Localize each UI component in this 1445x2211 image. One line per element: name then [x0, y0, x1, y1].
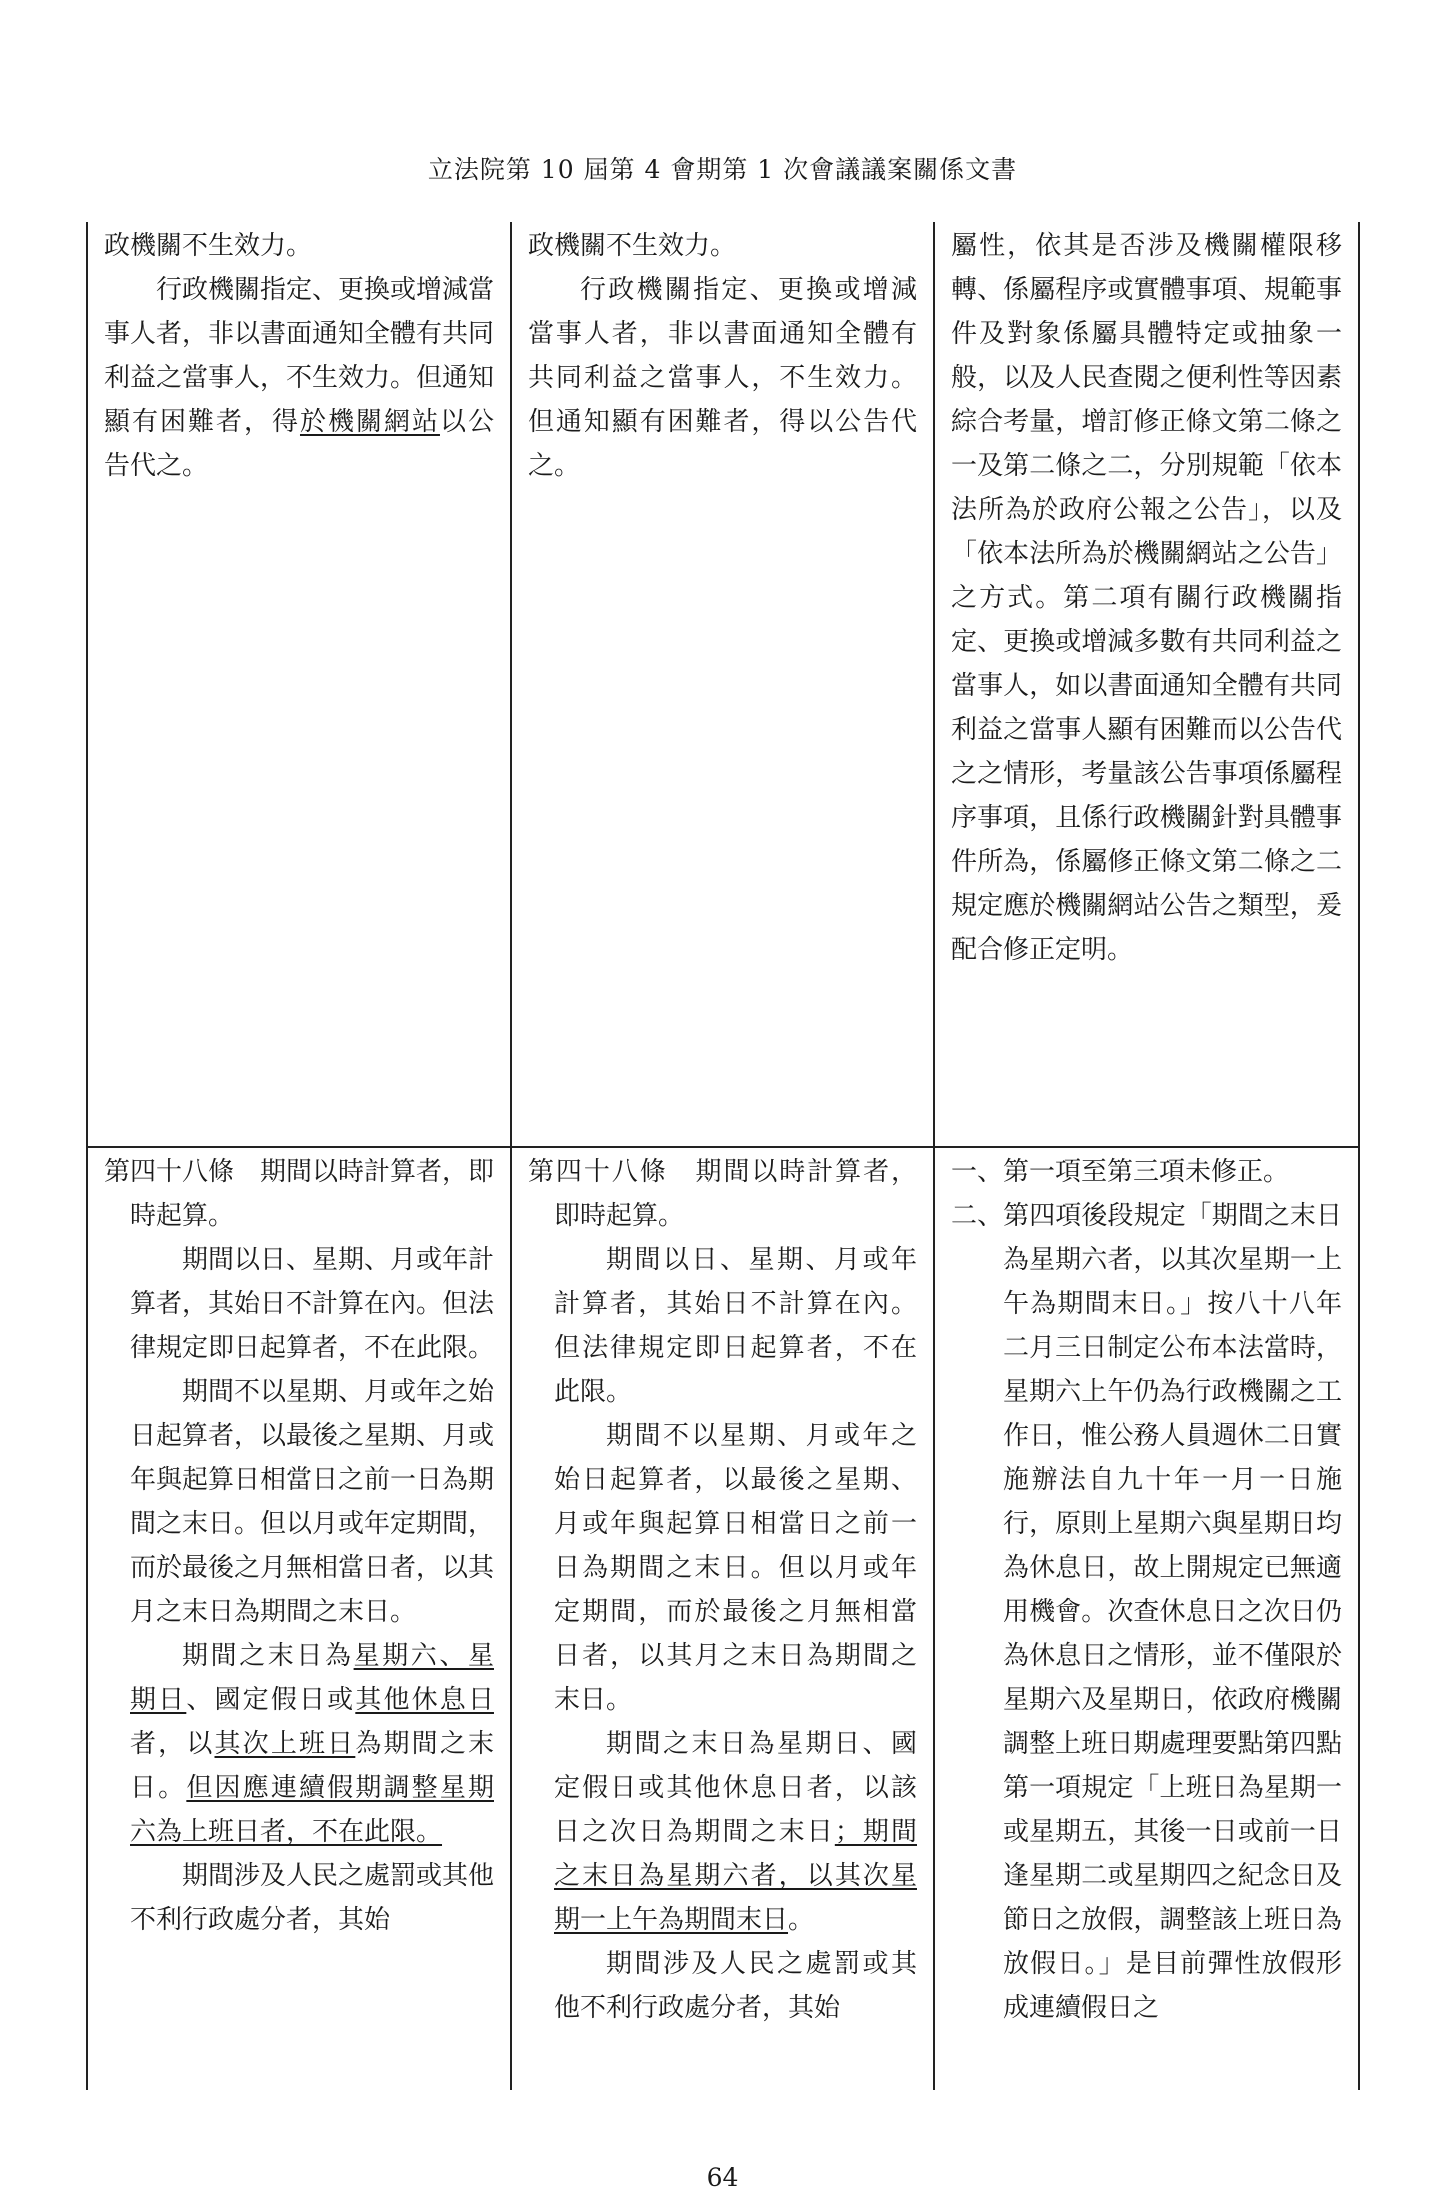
underlined-amendment: 於機關網站 — [299, 407, 440, 437]
text-paragraph — [104, 268, 494, 488]
current-text-cell — [511, 222, 934, 1147]
explanation-paragraph: 屬性，依其是否涉及機關權限移轉、係屬程序或實體事項、規範事件及對象係屬具體特定或抽象一般，以及人民查閱之便利性等因素綜合考量，增訂修正條文第二條之一及第二條之二，分別規範「依本法所為於政府公報之公告」，以及「依本法所為於機關網站之公告」之方式。第二項有關行政機關指定、更換或增減多數有共同利益之當事人，如以書面通知全體有共同利益之當事人顯有困難而以公告代之之情形，考量該公告事項係屬程序事項，且係行政機關針對具體事件所為，係屬修正條文第二條之二規定應於機關網站公告之類型，爰配合修正定明。 — [951, 231, 1342, 965]
text-run: 。 — [788, 1905, 815, 1935]
underlined-amendment: 其次上班日 — [214, 1729, 356, 1759]
comparison-table — [86, 222, 1360, 2090]
text-run: 期間之末日為星期日、國定假日或其他休息日者，以該日之次日為期間之末日 — [554, 1729, 917, 1847]
proposed-text-cell — [87, 222, 511, 1147]
explanation-item: 一、第一項至第三項未修正。 — [951, 1157, 1290, 1187]
text-paragraph: 期間涉及人民之處罰或其他不利行政處分者，其始 — [130, 1861, 495, 1935]
explanation-item: 二、第四項後段規定「期間之末日為星期六者，以其次星期一上午為期間末日。」按八十八年二月三日制定公布本法當時，星期六上午仍為行政機關之工作日，惟公務人員週休二日實施辦法自九十年一月一日施行，原則上星期六與星期日均為休息日，故上開規定已無適用機會。次查休息日之次日仍為休息日之情形，並不僅限於星期六及星期日，依政府機關調整上班日期處理要點第四點第一項規定「上班日為星期一或星期五，其後一日或前一日逢星期二或星期四之紀念日及節日之放假，調整該上班日為放假日。」是目前彈性放假形成連續假日之 — [951, 1201, 1342, 2023]
article-heading: 第四十八條 期間以時計算者，即時起算。 — [104, 1157, 495, 1231]
text-run: 以公告代之。 — [104, 407, 494, 481]
text-paragraph: 行政機關指定、更換或增減當事人者，非以書面通知全體有共同利益之當事人，不生效力。但通知顯有困難者，得以公告代之。 — [528, 275, 917, 481]
explanation-cell — [934, 1147, 1359, 2090]
text-paragraph: 期間以日、星期、月或年計算者，其始日不計算在內。但法律規定即日起算者，不在此限。 — [130, 1245, 495, 1363]
underlined-deletion: ；期間之末日為星期六者，以其次星期一上午為期間末日 — [554, 1817, 917, 1935]
text-paragraph: 期間不以星期、月或年之始日起算者，以最後之星期、月或年與起算日相當日之前一日為期間之末日。但以月或年定期間，而於最後之月無相當日者，以其月之末日為期間之末日。 — [554, 1421, 917, 1715]
underlined-amendment: 其他休息日 — [355, 1685, 494, 1715]
text-run: 行政機關指定、更換或增減當事人者，非以書面通知全體有共同利益之當事人，不生效力。但通知顯有困難者，得 — [104, 275, 495, 437]
underlined-amendment: 但因應連續假期調整星期六為上班日者，不在此限。 — [130, 1773, 494, 1847]
text-paragraph: 期間涉及人民之處罰或其他不利行政處分者，其始 — [554, 1949, 917, 2023]
text-run: 期間之末日為 — [182, 1641, 354, 1671]
table-row — [87, 1147, 1359, 2090]
underlined-amendment: 星期六、星期日 — [130, 1641, 494, 1715]
page-number: 64 — [706, 2163, 739, 2192]
text-run: 者，以 — [130, 1729, 215, 1759]
table-row — [87, 222, 1359, 1147]
text-paragraph: 期間不以星期、月或年之始日起算者，以最後之星期、月或年與起算日相當日之前一日為期間之末日。但以月或年定期間，而於最後之月無相當日者，以其月之末日為期間之末日。 — [130, 1377, 495, 1627]
text-paragraph — [528, 1722, 917, 1942]
document-header: 立法院第 10 屆第 4 會期第 1 次會議議案關係文書 — [427, 155, 1018, 184]
text-paragraph: 政機關不生效力。 — [528, 231, 737, 261]
text-run: 、國定假日或 — [186, 1685, 356, 1715]
current-text-cell — [511, 1147, 934, 2090]
text-paragraph — [104, 1634, 494, 1854]
article-heading: 第四十八條 期間以時計算者，即時起算。 — [528, 1157, 917, 1231]
text-run: 為期間之末日。 — [130, 1729, 494, 1803]
proposed-text-cell — [87, 1147, 511, 2090]
explanation-cell — [934, 222, 1359, 1147]
text-paragraph: 期間以日、星期、月或年計算者，其始日不計算在內。但法律規定即日起算者，不在此限。 — [554, 1245, 917, 1407]
text-paragraph: 政機關不生效力。 — [104, 231, 313, 261]
